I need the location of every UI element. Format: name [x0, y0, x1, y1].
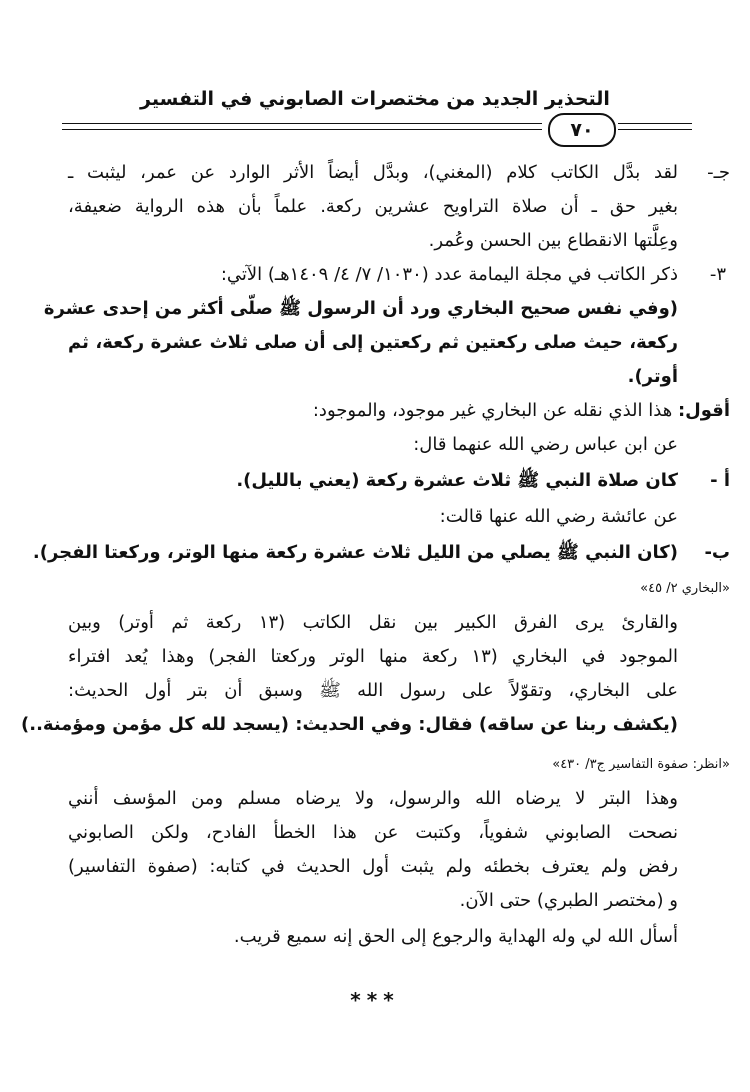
para2-line-2: الموجود في البخاري (١٣ ركعة منها الوتر وركعتا الفجر) وهذا يُعد افتراء [68, 646, 678, 667]
item-marker-baa: ب- [704, 542, 730, 563]
rule-line-right-bottom [618, 129, 692, 130]
ibn-abbas-line: عن ابن عباس رضي الله عنهما قال: [413, 434, 678, 455]
rule-line-top [62, 123, 542, 124]
item-marker-jeem: جـ- [707, 162, 730, 183]
aqool-line [70, 394, 730, 428]
aqool-label: أقول: [677, 400, 730, 421]
alif-text: كان صلاة النبي ﷺ ثلاث عشرة ركعة (يعني بالليل). [236, 470, 678, 491]
baa-text: (كان النبي ﷺ يصلي من الليل ثلاث عشرة ركعة منها الوتر، وركعتا الفجر). [32, 542, 678, 563]
header-rule [62, 113, 692, 147]
running-header-title: التحذير الجديد من مختصرات الصابوني في التفسير [140, 88, 610, 110]
aqool-text: هذا الذي نقله عن البخاري غير موجود، والموجود: [312, 400, 673, 421]
quote-line-2: ركعة، حيث صلى ركعتين ثم ركعتين إلى أن صلى ثلاث عشرة ركعة، ثم [68, 332, 678, 353]
jeem-line-2: بغير حق ـ أن صلاة التراويح عشرين ركعة. علماً بأن هذه الرواية ضعيفة، [68, 196, 678, 217]
reference-bukhari: «البخاري ٢/ ٤٥» [640, 581, 730, 596]
three-line-1: ذكر الكاتب في مجلة اليمامة عدد (١٠٣٠/ ٧/ ٤/ ١٤٠٩هـ) الآتي: [220, 264, 678, 285]
item-marker-alif: أ - [710, 470, 730, 491]
page-number: ٧٠ [548, 113, 616, 147]
para3-line-1: وهذا البتر لا يرضاه الله والرسول، ولا يرضاه مسلم ومن المؤسف أنني [68, 788, 678, 809]
reference-safwa: «انظر: صفوة التفاسير ج٣/ ٤٣٠» [552, 757, 730, 772]
closing-line: أسأل الله لي وله الهداية والرجوع إلى الحق إنه سميع قريب. [233, 926, 678, 947]
para2-line-4: (يكشف ربنا عن ساقه) فقال: وفي الحديث: (يسجد لله كل مؤمن ومؤمنة..) [21, 714, 678, 735]
para2-line-3: على البخاري، وتقوّلاً على رسول الله ﷺ وسبق أن بتر أول الحديث: [68, 680, 678, 701]
para2-line-1: والقارئ يرى الفرق الكبير بين نقل الكاتب (١٣ ركعة ثم أوتر) وبين [68, 612, 678, 633]
para3-line-3: رفض ولم يعترف بخطئه ولم يثبت أول الحديث في كتابه: (صفوة التفاسير) [68, 856, 678, 877]
aisha-line: عن عائشة رضي الله عنها قالت: [439, 506, 678, 527]
para3-line-2: نصحت الصابوني شفوياً، وكتبت عن هذا الخطأ الفادح، ولكن الصابوني [68, 822, 678, 843]
quote-line-1: (وفي نفس صحيح البخاري ورد أن الرسول ﷺ صلّى أكثر من إحدى عشرة [43, 298, 678, 319]
item-marker-three: ٣- [709, 264, 726, 285]
quote-line-3: أوتر). [627, 366, 678, 387]
jeem-line-1: لقد بدَّل الكاتب كلام (المغني)، وبدَّل أيضاً الأثر الوارد عن عمر، ليثبت ـ [68, 162, 678, 183]
rule-line-bottom [62, 129, 542, 130]
jeem-line-3: وعِلَّتها الانقطاع بين الحسن وعُمر. [428, 230, 678, 251]
section-end-stars: *** [350, 988, 400, 1012]
para3-line-4: و (مختصر الطبري) حتى الآن. [459, 890, 678, 911]
rule-line-right-top [618, 123, 692, 124]
